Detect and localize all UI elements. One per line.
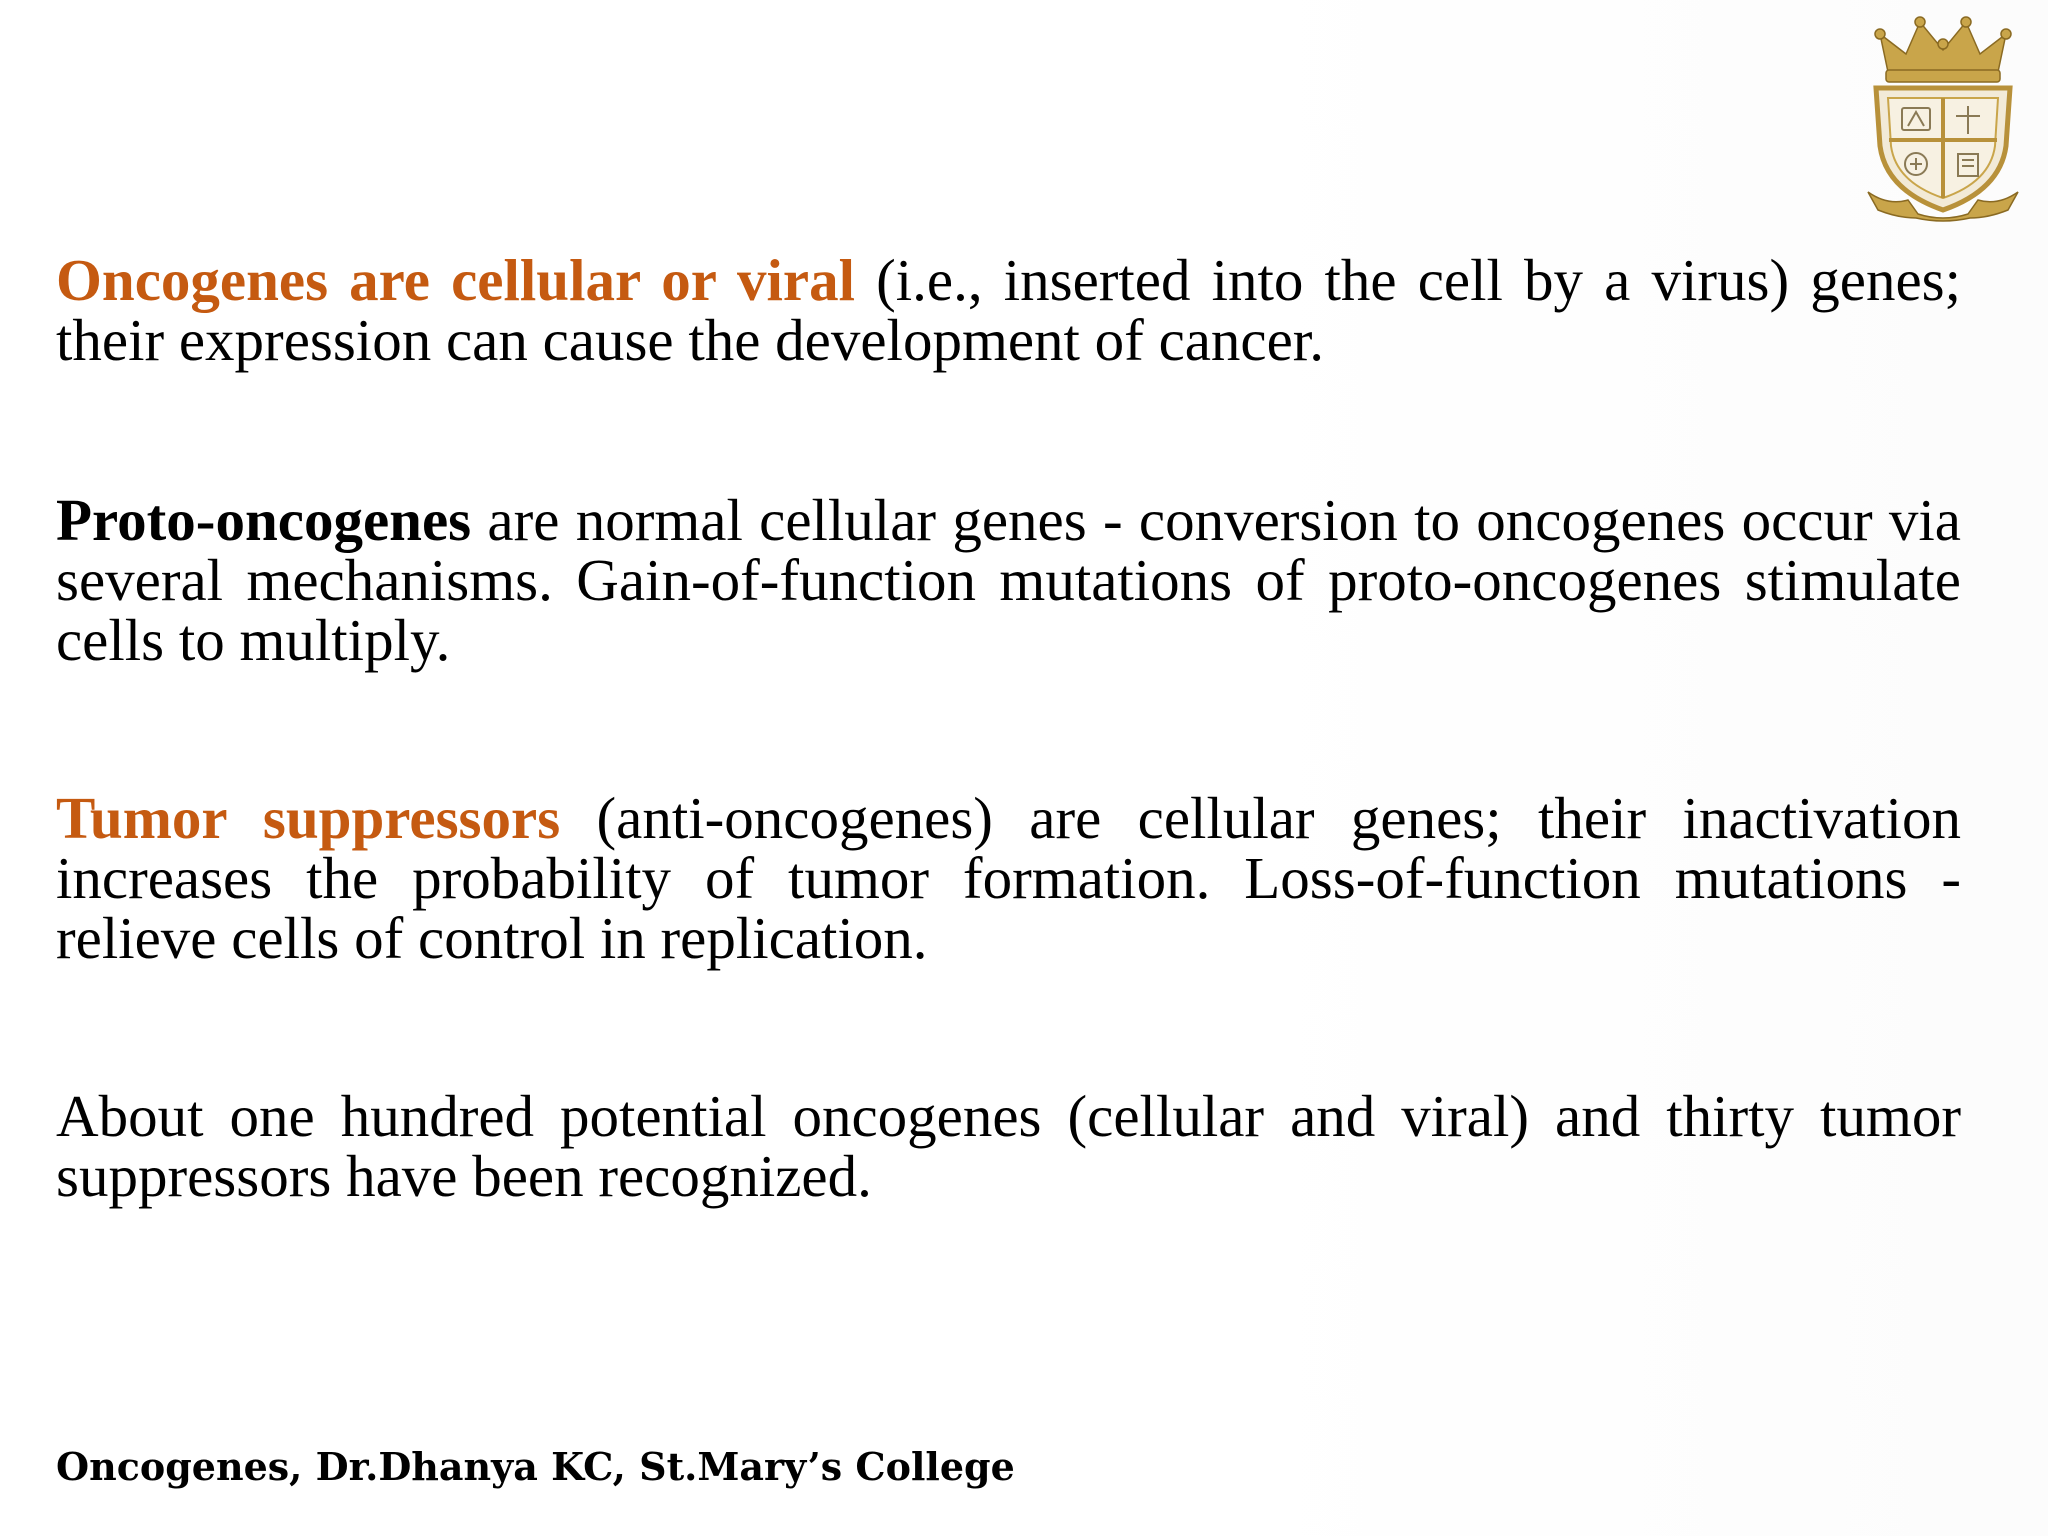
paragraph-summary: About one hundred potential oncogenes (cellular and viral) and thirty tumor suppressors have been recognized. [56,1083,1961,1209]
paragraph-oncogenes [56,247,1961,373]
term-proto-oncogenes: Proto-oncogenes [56,487,472,553]
college-crest-icon [1858,14,2028,222]
paragraph-tumor-suppressors [56,785,1961,971]
paragraph-oncogenes-text: (i.e., inserted into the cell by a virus) genes; their expression can cause the development of cancer. [56,247,1961,373]
paragraph-tumor-suppressors-text: (anti-oncogenes) are cellular genes; their inactivation increases the probability of tumor formation. Loss-of-function mutations - relieve cells of control in replication. [56,785,1961,971]
term-tumor-suppressors: Tumor suppressors [56,785,561,851]
term-oncogenes: Oncogenes are cellular or viral [56,247,855,313]
paragraph-proto-oncogenes [56,487,1961,673]
slide-footer: Oncogenes, Dr.Dhanya KC, St.Mary’s College [56,1444,1015,1489]
paragraph-proto-oncogenes-text: are normal cellular genes - conversion to oncogenes occur via several mechanisms. Gain-of-function mutations of proto-oncogenes stimulate cells to multiply. [56,487,1961,673]
